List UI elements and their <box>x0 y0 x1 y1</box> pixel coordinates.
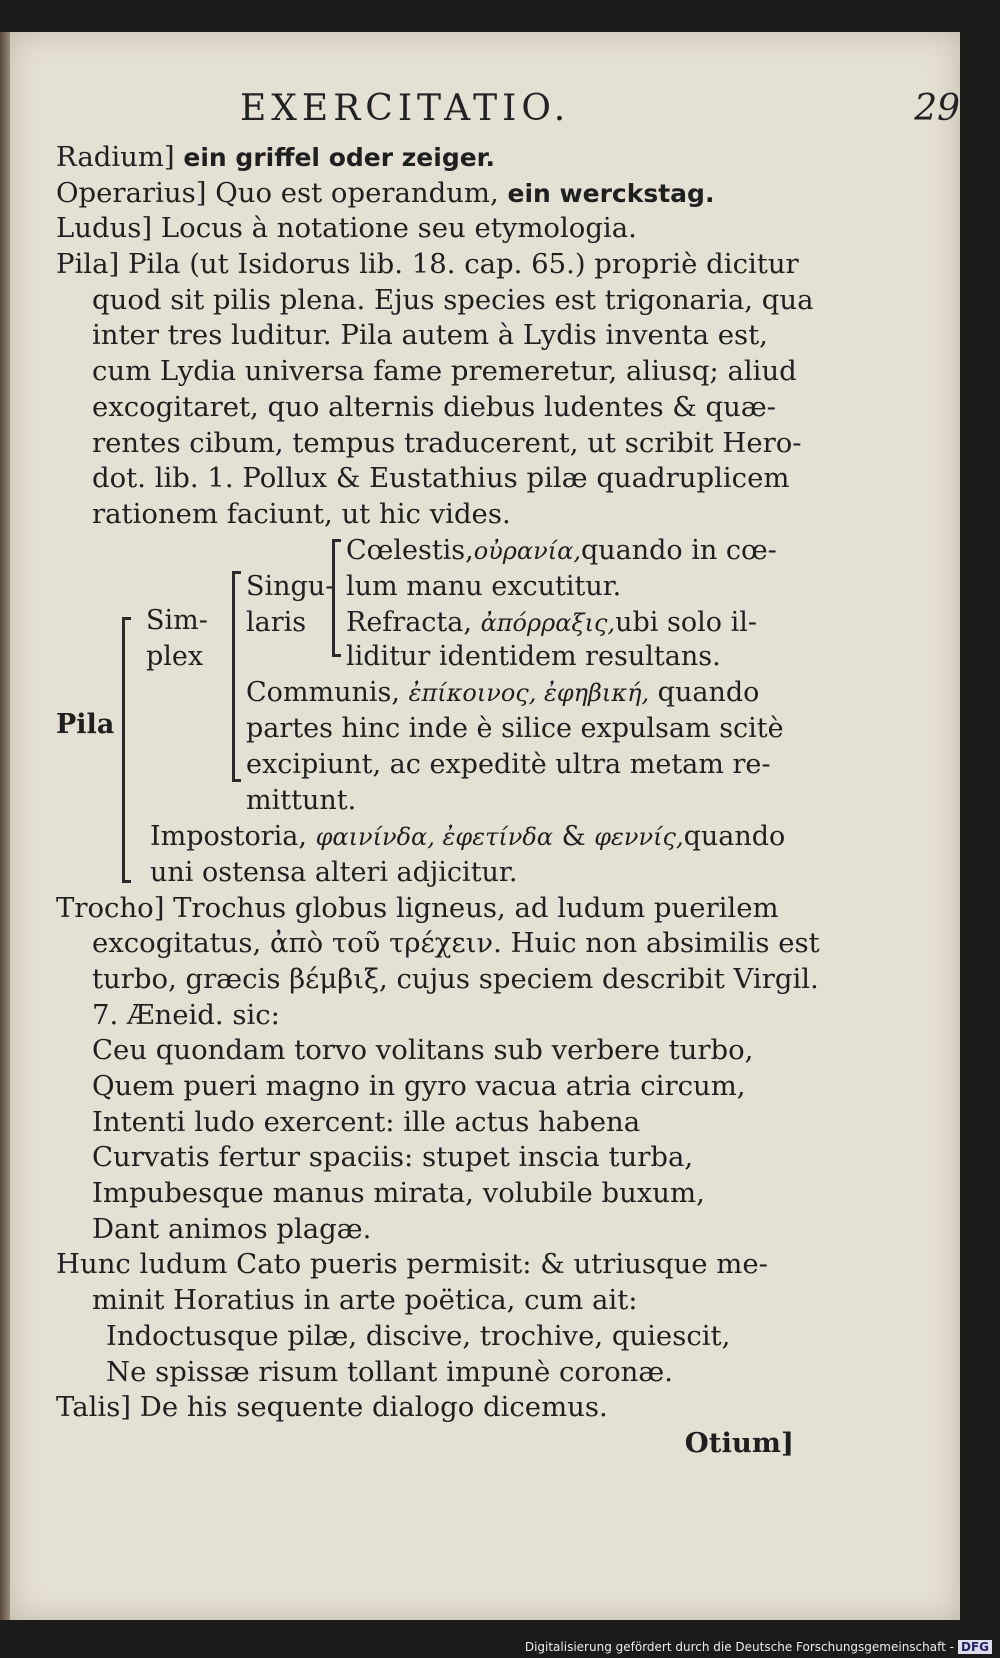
bracket-simplex-lower <box>232 657 241 782</box>
text-line: 7. Æneid. sic: <box>92 998 280 1031</box>
tree-communis: excipiunt, ac expeditè ultra metam re- <box>246 748 771 780</box>
text-line: excogitaret, quo alternis diebus ludentes & quæ- <box>92 390 776 423</box>
footer-text: Digitalisierung gefördert durch die Deutsche Forschungsgemeinschaft - <box>524 1640 954 1654</box>
tree-impostoria: Impostoria, φαινίνδα, ἐφετίνδα & φεννίς,quando <box>150 820 786 852</box>
poem-line: Ceu quondam torvo volitans sub verbere turbo, <box>92 1034 754 1067</box>
tree-communis: Communis, ἐπίκοινος, ἐφηβική, quando <box>246 676 760 708</box>
text-line: inter tres luditur. Pila autem à Lydis inventa est, <box>92 319 768 352</box>
digitization-footer <box>525 1640 992 1654</box>
text-line: cum Lydia universa fame premeretur, aliusq; aliud <box>92 355 797 388</box>
text-line: rentes cibum, tempus traducerent, ut scribit Hero- <box>92 426 802 459</box>
dfg-logo: DFG <box>958 1640 992 1654</box>
bracket-simplex <box>232 571 241 658</box>
text-line: Hunc ludum Cato pueris permisit: & utriusque me- <box>56 1248 768 1281</box>
text-line <box>56 211 796 247</box>
text-line: dot. lib. 1. Pollux & Eustathius pilæ quadruplicem <box>92 462 790 495</box>
text-line: minit Horatius in arte poëtica, cum ait: <box>92 1284 638 1317</box>
text-line: Trocho] Trochus globus ligneus, ad ludum puerilem <box>56 891 779 924</box>
tree-refracta: Refracta, ἀπόρραξις,ubi solo il- <box>346 606 757 638</box>
page-number: 29 <box>914 88 960 129</box>
text-line: rationem faciunt, ut hic vides. <box>92 497 511 530</box>
tree-pila: Pila <box>56 708 115 740</box>
page-header <box>240 88 960 140</box>
german-gloss: ein griffel oder zeiger. <box>183 143 495 172</box>
poem-line: Intenti ludo exercent: ille actus habena <box>92 1105 641 1138</box>
text-line: excogitatus, ἀπὸ τοῦ τρέχειν. Huic non absimilis est <box>92 927 820 960</box>
german-gloss: ein werckstag. <box>507 178 715 208</box>
pila-classification-diagram <box>56 533 796 891</box>
tree-coelestis: lum manu excutitur. <box>346 570 622 602</box>
text-line: quod sit pilis plena. Ejus species est trigonaria, qua <box>92 283 814 316</box>
running-head: EXERCITATIO. <box>240 88 571 129</box>
quote-line: Ne spissæ risum tollant impunè coronæ. <box>106 1355 673 1388</box>
tree-simplex: Sim- <box>146 604 208 636</box>
text-line: Talis] De his sequente dialogo dicemus. <box>56 1391 608 1424</box>
tree-simplex: plex <box>146 640 204 672</box>
bracket-pila <box>122 617 131 883</box>
catchword: Otium] <box>684 1426 794 1459</box>
tree-coelestis: Cœlestis,οὐρανία,quando in cœ- <box>346 534 777 566</box>
text-line <box>56 140 796 176</box>
gloss-term: Ludus] Locus à notatione seu etymologia. <box>56 212 637 245</box>
page-body <box>56 140 820 1462</box>
poem-line: Quem pueri magno in gyro vacua atria circum, <box>92 1070 746 1102</box>
poem-line: Impubesque manus mirata, volubile buxum, <box>92 1177 705 1210</box>
poem-line: Curvatis fertur spaciis: stupet inscia turba, <box>92 1141 694 1174</box>
gloss-term: Radium] <box>56 141 184 173</box>
tree-singularis: laris <box>246 606 307 638</box>
tree-singularis: Singu- <box>246 570 335 602</box>
text-line: turbo, græcis βέμβιξ, cujus speciem describit Virgil. <box>92 962 819 995</box>
tree-impostoria: uni ostensa alteri adjicitur. <box>150 856 518 888</box>
tree-refracta: liditur identidem resultans. <box>346 640 721 672</box>
text-line: Pila] Pila (ut Isidorus lib. 18. cap. 65.) propriè dicitur <box>56 248 799 281</box>
poem-line: Dant animos plagæ. <box>92 1212 372 1245</box>
tree-communis: partes hinc inde è silice expulsam scitè <box>246 712 784 744</box>
quote-line: Indoctusque pilæ, discive, trochive, quiescit, <box>106 1319 731 1352</box>
tree-communis: mittunt. <box>246 784 357 816</box>
gloss-term: Operarius] Quo est operandum, <box>56 176 508 209</box>
text-line <box>56 176 796 212</box>
